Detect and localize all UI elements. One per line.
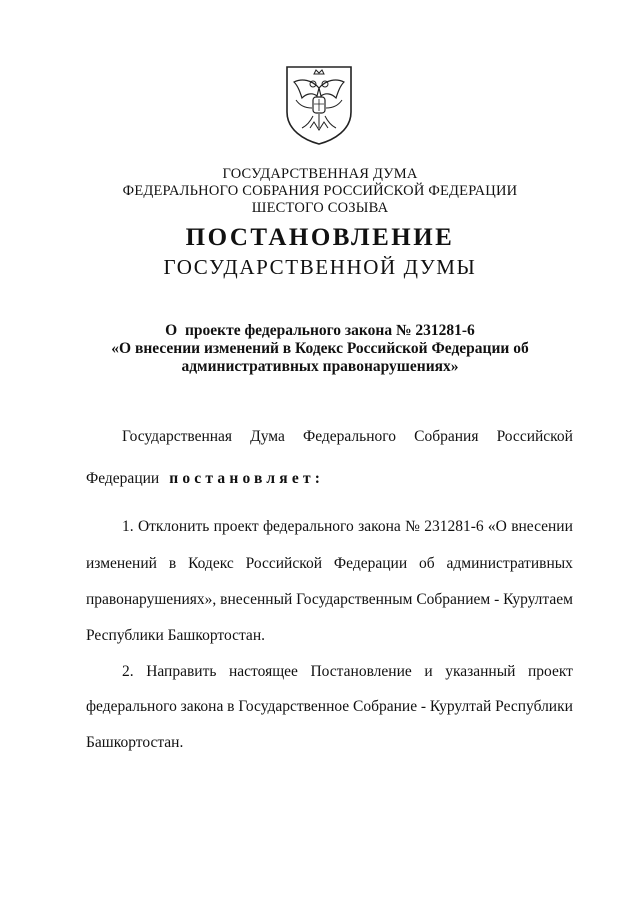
item1-word: Кодекс (188, 555, 234, 572)
item1-word: федерального (262, 518, 354, 535)
item2-word: Направить (146, 663, 217, 680)
item2-word: в (227, 698, 235, 715)
item1-word: Отклонить (137, 518, 210, 535)
document-subtitle: ГОСУДАРСТВЕННОЙ ДУМЫ (163, 255, 477, 279)
item1-line-1 (122, 518, 573, 536)
item2-word: закона (180, 698, 224, 715)
item2-word: - (420, 698, 427, 715)
item2-line-3: Башкортостан. (86, 734, 184, 751)
header-line-3: ШЕСТОГО СОЗЫВА (251, 200, 389, 216)
item1-word: правонарушениях», (86, 591, 217, 608)
item1-word: изменений (86, 555, 157, 572)
item1-word: 1. (122, 518, 134, 535)
subject-line-2: «О внесении изменений в Кодекс Российской Федерации об (111, 340, 529, 357)
preamble-word: Дума (250, 428, 285, 445)
preamble-word: Федерального (302, 428, 397, 445)
item2-word: Собрание (353, 698, 418, 715)
item2-word: Курултай (429, 698, 492, 715)
item1-word: закона (358, 518, 401, 535)
item1-word: в (168, 555, 177, 572)
item2-word: 2. (122, 663, 134, 680)
header-line-2: ФЕДЕРАЛЬНОГО СОБРАНИЯ РОССИЙСКОЙ ФЕДЕРАЦИИ (122, 183, 518, 199)
subject-line-1: О проекте федерального закона № 231281-6 (165, 322, 475, 339)
preamble-word: Государственная (122, 428, 233, 445)
item1-word: Федерации (333, 555, 408, 572)
item1-word: внесенный (220, 591, 293, 608)
item1-word: административных (446, 555, 573, 572)
item1-line-3 (86, 591, 573, 609)
item1-word: проект (213, 518, 259, 535)
subject-line-3: административных правонарушениях» (181, 358, 459, 375)
item1-word: внесении (511, 518, 573, 535)
decree-verb: постановляет: (169, 470, 325, 487)
preamble-word: Российской (496, 428, 573, 445)
document-title: ПОСТАНОВЛЕНИЕ (185, 224, 455, 251)
item1-word: 231281-6 (424, 518, 484, 535)
item1-word: Собранием (416, 591, 491, 608)
item2-word: и (424, 663, 433, 680)
item1-word: об (419, 555, 435, 572)
item1-word: «О (487, 518, 507, 535)
item2-word: Республики (495, 698, 573, 715)
item1-line-4: Республики Башкортостан. (86, 627, 265, 644)
item2-word: Постановление (310, 663, 412, 680)
item2-word: федерального (86, 698, 177, 715)
preamble-word: Федерации (86, 470, 160, 487)
preamble-word: Собрания (414, 428, 479, 445)
item1-line-2 (86, 555, 573, 573)
item2-word: указанный (445, 663, 516, 680)
item1-word: Курултаем (503, 591, 573, 608)
item2-line-2 (86, 698, 573, 716)
item1-word: - (494, 591, 500, 608)
item1-word: Российской (245, 555, 323, 572)
preamble-line-2 (86, 470, 573, 488)
item2-word: Государственное (238, 698, 350, 715)
item2-line-1 (122, 663, 573, 681)
item2-word: настоящее (229, 663, 298, 680)
item1-word: Государственным (296, 591, 413, 608)
header-line-1: ГОСУДАРСТВЕННАЯ ДУМА (222, 166, 418, 182)
item1-word: № (405, 518, 420, 535)
preamble-line-1 (122, 428, 573, 446)
item2-word: проект (527, 663, 573, 680)
coat-of-arms-icon (284, 64, 354, 146)
